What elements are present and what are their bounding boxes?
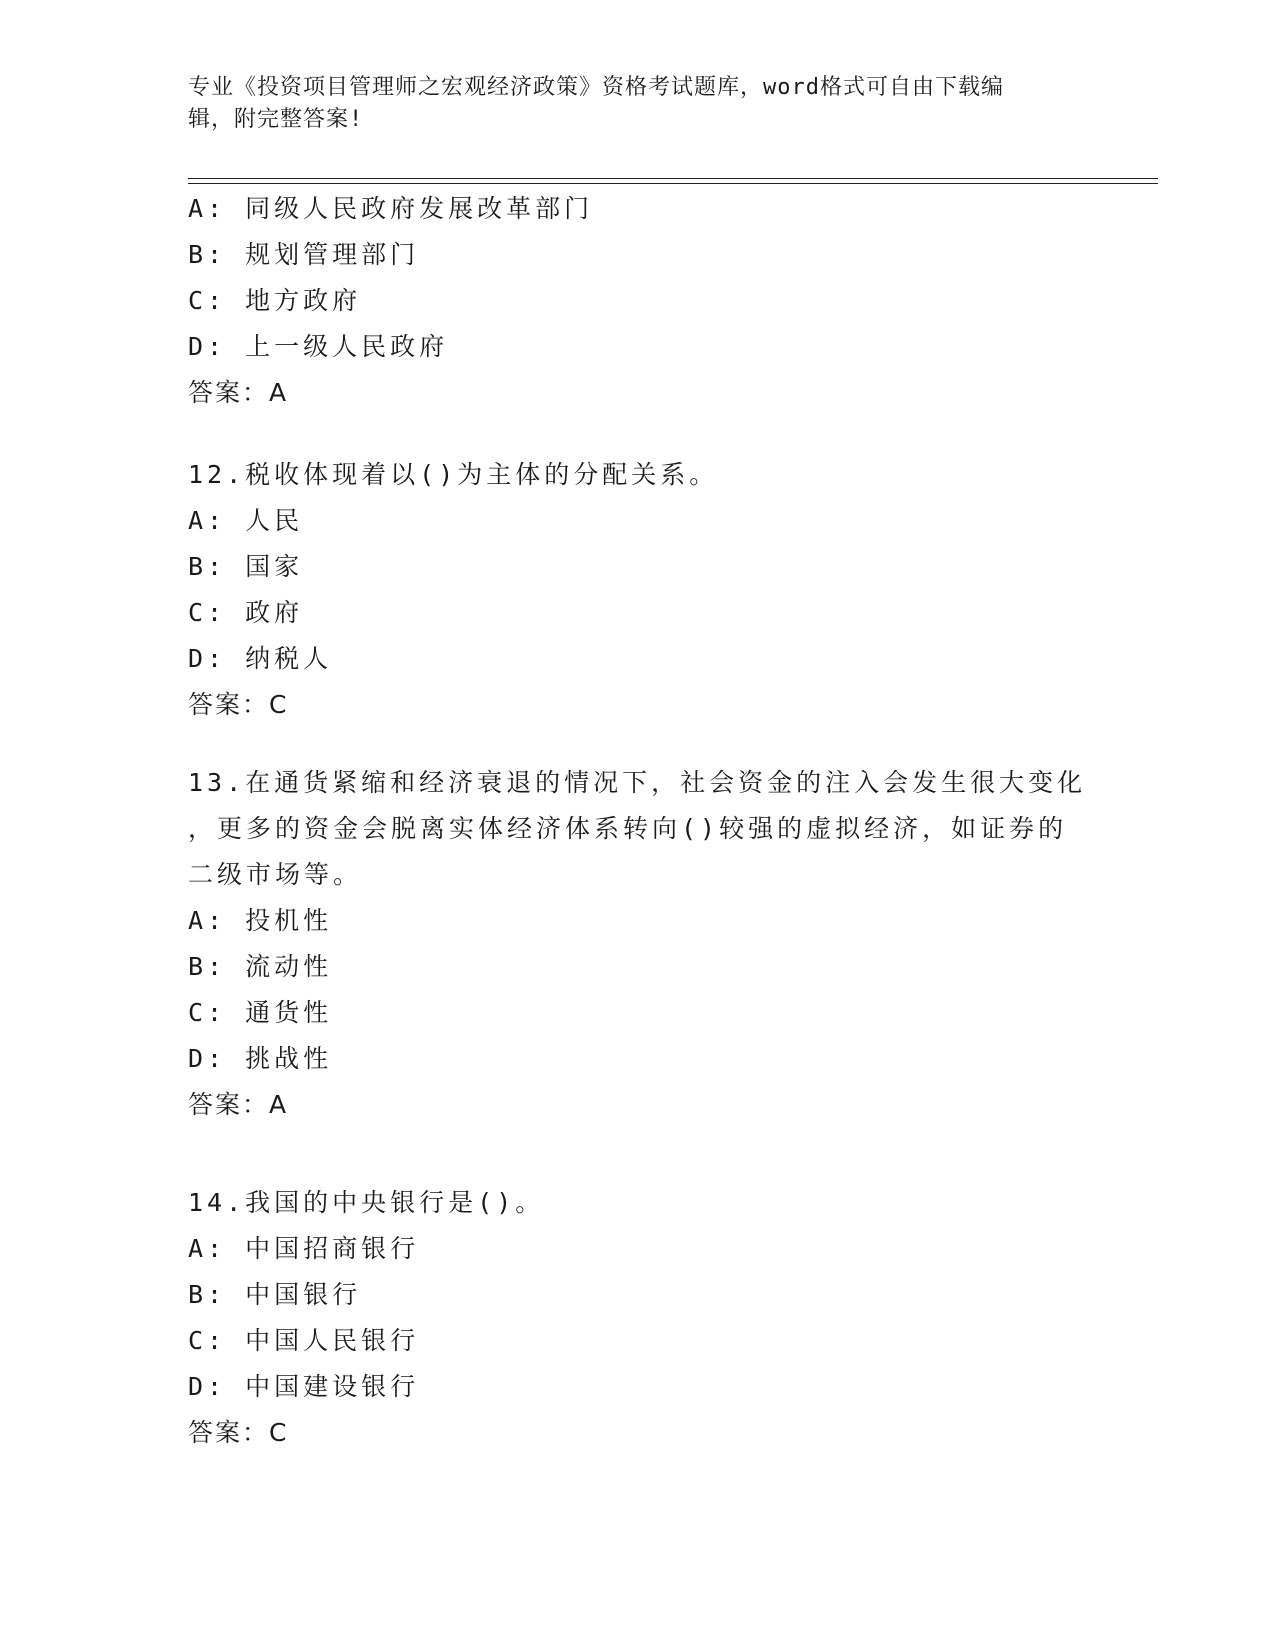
answer: 答案：A: [188, 378, 289, 407]
answer: 答案：C: [188, 1418, 289, 1447]
header-line-1: 专业《投资项目管理师之宏观经济政策》资格考试题库，word格式可自由下载编: [188, 75, 1004, 100]
option-a: A: 人民: [188, 506, 304, 535]
question-13: [188, 760, 1088, 1128]
header-divider-bottom: [188, 183, 1158, 184]
option-c: C: 地方政府: [188, 286, 362, 315]
question-stem-line-2: ，更多的资金会脱离实体经济体系转向()较强的虚拟经济，如证券的: [188, 814, 1068, 843]
question-stem: 12.税收体现着以()为主体的分配关系。: [188, 460, 719, 489]
option-d: D: 挑战性: [188, 1044, 333, 1073]
option-b: B: 流动性: [188, 952, 333, 981]
question-11: [188, 186, 1088, 416]
header-line-2: 辑，附完整答案!: [188, 107, 364, 132]
option-d: D: 纳税人: [188, 644, 333, 673]
option-d: D: 中国建设银行: [188, 1372, 420, 1401]
header-divider-top: [188, 178, 1158, 179]
document-header: [188, 72, 1088, 136]
option-a: A: 同级人民政府发展改革部门: [188, 194, 594, 223]
question-stem-line-3: 二级市场等。: [188, 860, 363, 889]
option-a: A: 投机性: [188, 906, 333, 935]
option-c: C: 中国人民银行: [188, 1326, 420, 1355]
option-a: A: 中国招商银行: [188, 1234, 420, 1263]
option-c: C: 通货性: [188, 998, 333, 1027]
option-d: D: 上一级人民政府: [188, 332, 449, 361]
question-stem-line-1: 13.在通货紧缩和经济衰退的情况下，社会资金的注入会发生很大变化: [188, 768, 1087, 797]
option-b: B: 中国银行: [188, 1280, 362, 1309]
option-c: C: 政府: [188, 598, 304, 627]
option-b: B: 国家: [188, 552, 304, 581]
question-stem: 14.我国的中央银行是()。: [188, 1188, 545, 1217]
question-12: [188, 452, 1088, 728]
answer: 答案：A: [188, 1090, 289, 1119]
question-14: [188, 1180, 1088, 1456]
answer: 答案：C: [188, 690, 289, 719]
option-b: B: 规划管理部门: [188, 240, 420, 269]
